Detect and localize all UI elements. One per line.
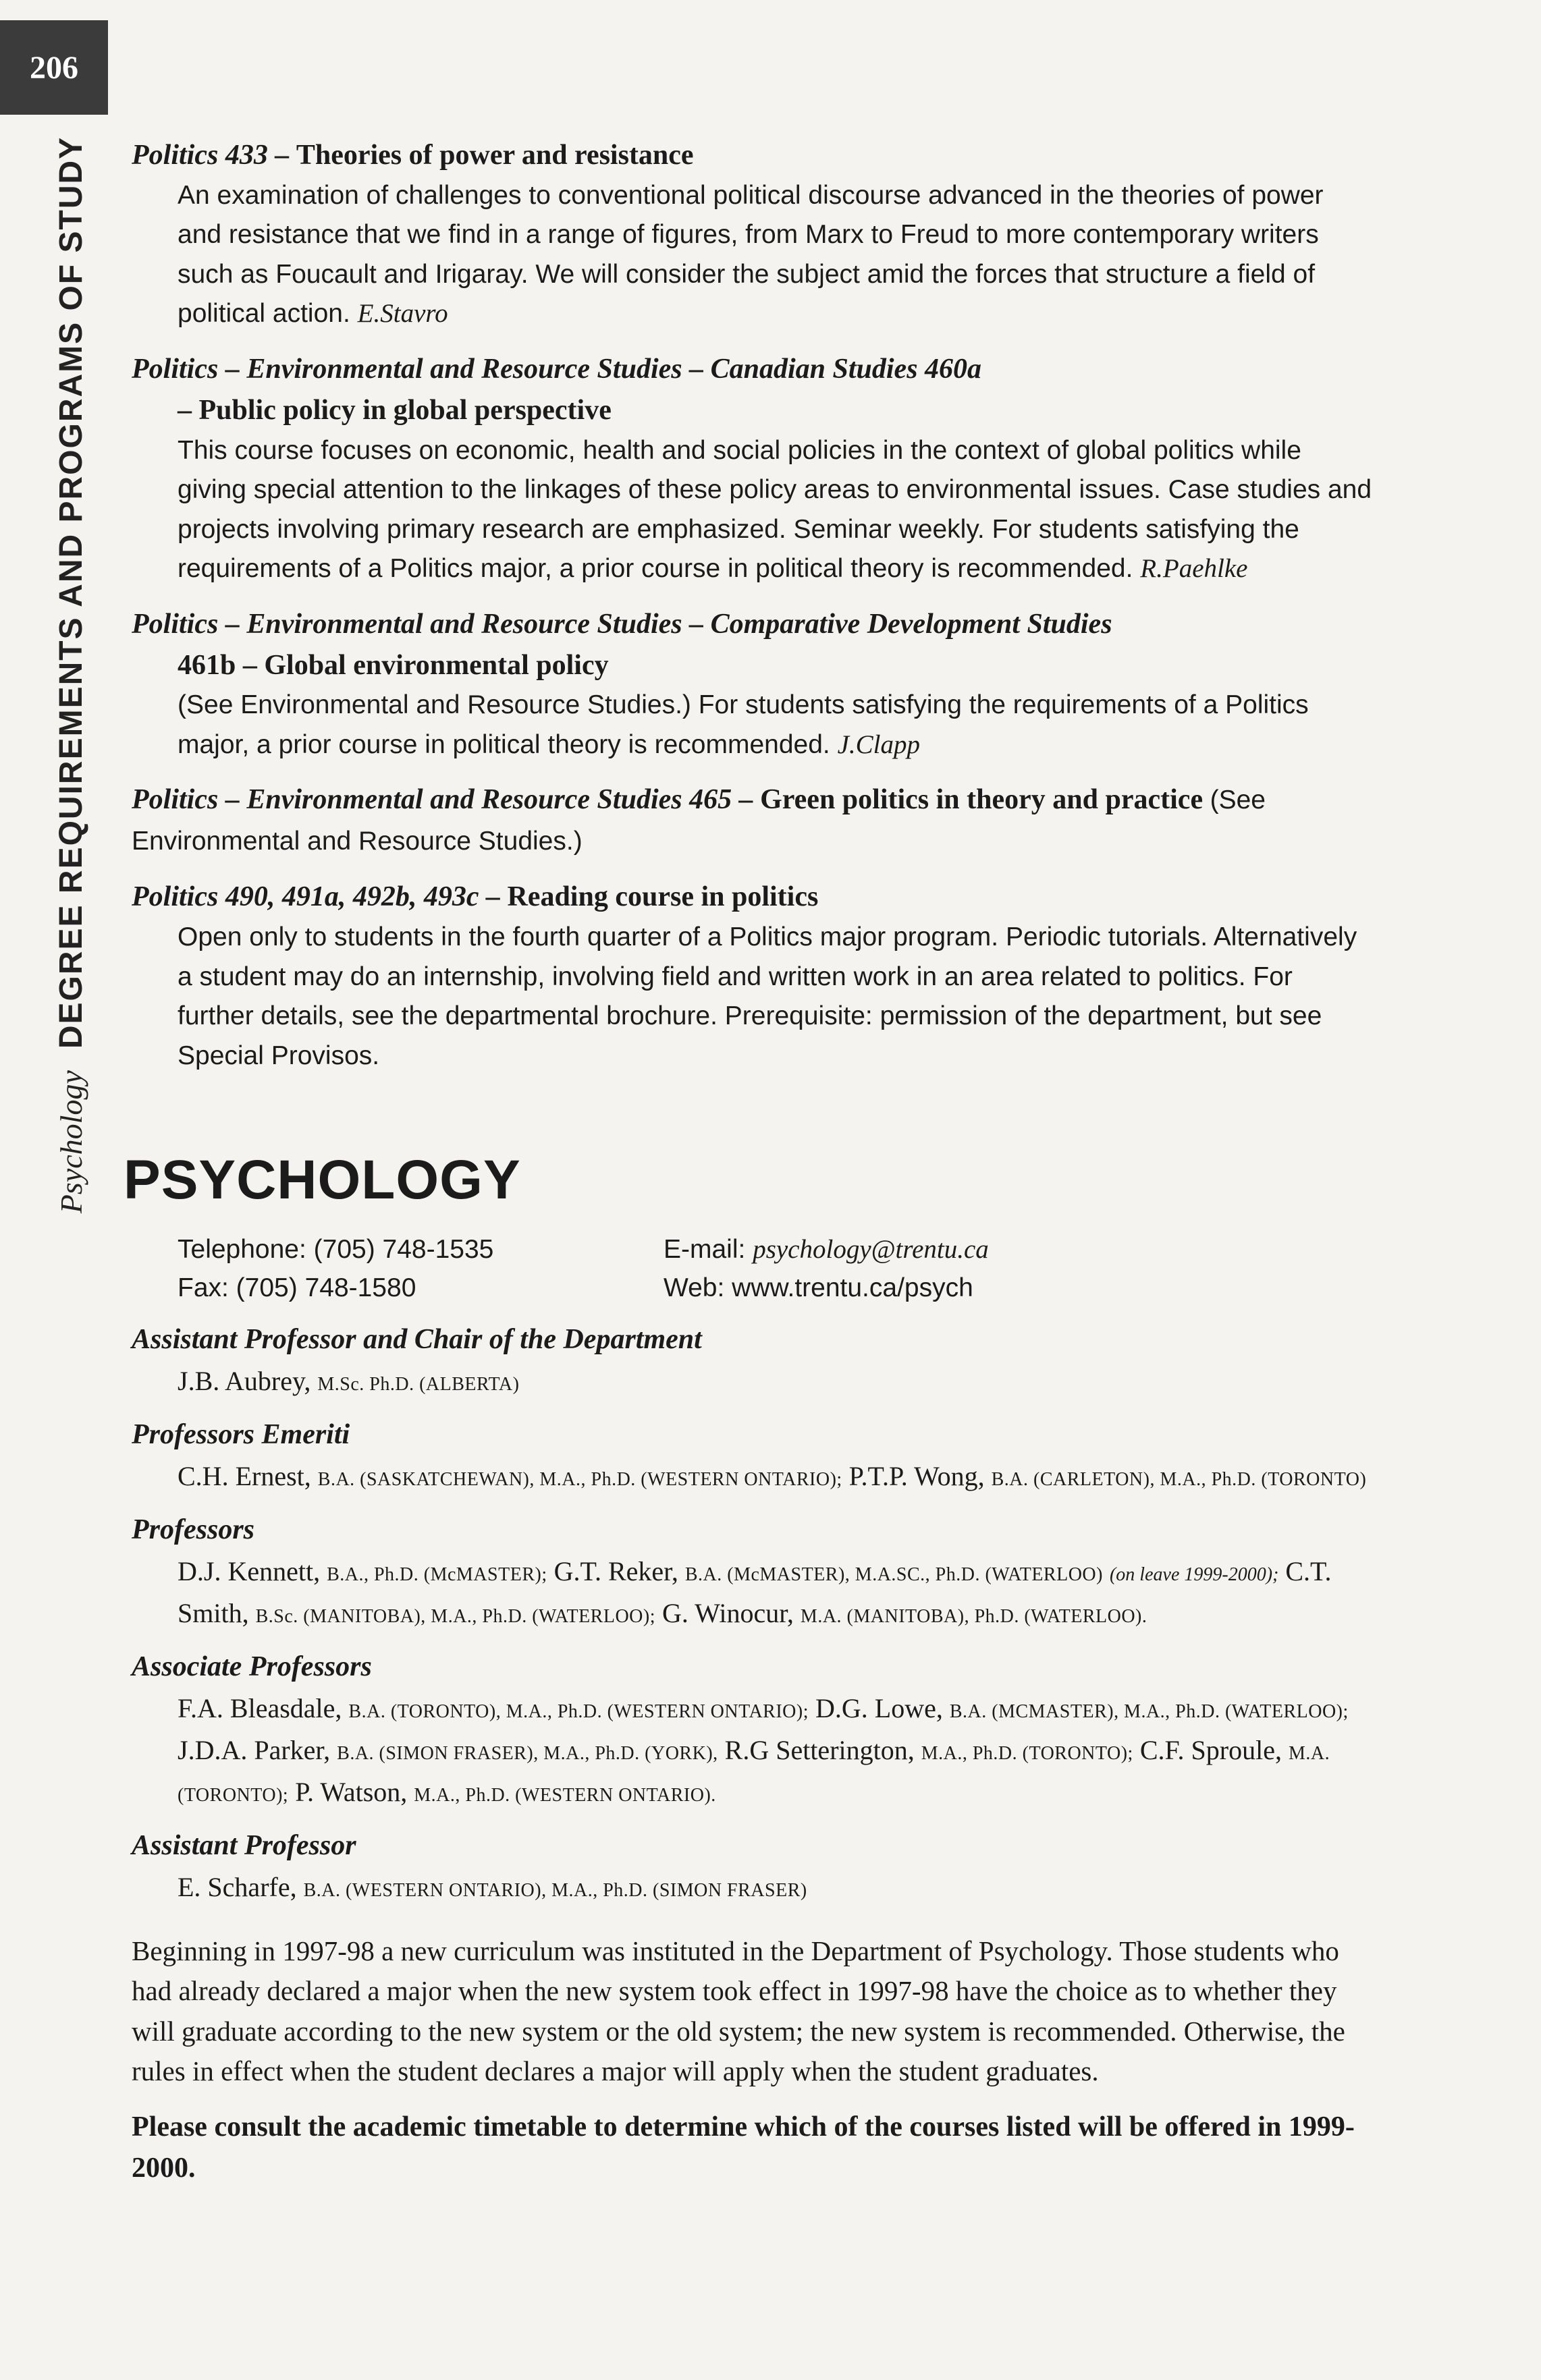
course-heading: [132, 135, 1374, 176]
course-instructor: J.Clapp: [837, 729, 921, 759]
faculty-credentials: B.A. (MCMASTER), M.A., Ph.D. (WATERLOO);: [949, 1700, 1349, 1722]
faculty-associate: [132, 1646, 1374, 1813]
page-content: [124, 135, 1374, 2188]
email: [664, 1231, 1271, 1269]
course-code: Politics – Environmental and Resource Studies 465 –: [132, 784, 753, 816]
department-contact: [132, 1231, 1374, 1307]
faculty-name: G. Winocur,: [662, 1598, 794, 1629]
course-description: [132, 176, 1374, 334]
course-title: Reading course in politics: [507, 881, 819, 913]
course-instructor: R.Paehlke: [1140, 554, 1248, 584]
course-title: Green politics in theory and practice: [760, 784, 1204, 816]
faculty-assistant: [132, 1825, 1374, 1908]
course-description-text: This course focuses on economic, health and social policies in the context of global politics while giving special attention to the linkages of these policy areas to environmental issues. Case studies and projects involving primary research are emphasized. Seminar weekly. For students satisfying the requirements of a Politics major, a prior course in political theory is recommended.: [178, 435, 1372, 584]
faculty-names: [132, 1456, 1374, 1497]
course-description: [132, 686, 1374, 765]
course-entry: [132, 135, 1374, 334]
course-title: – Public policy in global perspective: [178, 394, 612, 426]
faculty-name: J.B. Aubrey,: [178, 1366, 311, 1397]
faculty-credentials: M.A. (TORONTO);: [178, 1742, 1330, 1806]
faculty-role: Professors Emeriti: [132, 1419, 350, 1451]
faculty-name: E. Scharfe,: [178, 1871, 297, 1902]
course-heading: [132, 604, 1374, 686]
course-instructor: E.Stavro: [357, 299, 448, 329]
faculty-credentials: M.Sc. Ph.D. (ALBERTA): [317, 1374, 520, 1395]
faculty-name: J.D.A. Parker,: [178, 1734, 331, 1765]
faculty-name: P. Watson,: [295, 1776, 408, 1807]
course-entry: [132, 349, 1374, 589]
faculty-role: Assistant Professor and Chair of the Department: [132, 1324, 702, 1356]
fax: Fax: (705) 748-1580: [178, 1273, 416, 1302]
faculty-name: C.H. Ernest,: [178, 1461, 311, 1492]
timetable-notice: Please consult the academic timetable to determine which of the courses listed will be offered in 1999-2000.: [132, 2111, 1355, 2184]
course-description-text: (See Environmental and Resource Studies.) For students satisfying the requirements of a Politics major, a prior course in political theory is recommended.: [178, 690, 1309, 759]
curriculum-note: Beginning in 1997-98 a new curriculum was instituted in the Department of Psychology. Those students who had already declared a major when the new system took effect in 1997-98 have the choice as to whether they will graduate according to the new system or the old system; the new system is recommended. Otherwise, the rules in effect when the student declares a major will apply when the student graduates.: [132, 1935, 1345, 2087]
faculty-name: R.G Setterington,: [724, 1734, 915, 1765]
course-title: Theories of power and resistance: [296, 140, 694, 171]
course-heading: [132, 349, 1374, 431]
faculty-name: D.G. Lowe,: [815, 1692, 943, 1723]
faculty-name: D.J. Kennett,: [178, 1556, 321, 1587]
course-code: Politics – Environmental and Resource Studies – Comparative Development Studies: [132, 608, 1112, 640]
faculty-credentials: B.A. (TORONTO), M.A., Ph.D. (WESTERN ONTARIO);: [348, 1700, 809, 1722]
faculty-names: [132, 1551, 1374, 1634]
faculty-name: G.T. Reker,: [553, 1556, 678, 1587]
email-address: psychology@trentu.ca: [753, 1235, 989, 1265]
course-entry: [132, 877, 1374, 1076]
side-section-label: DEGREE REQUIREMENTS AND PROGRAMS OF STUDY: [53, 136, 89, 1049]
faculty-credentials: B.A., Ph.D. (McMASTER);: [327, 1564, 547, 1586]
department-title: PSYCHOLOGY: [124, 1149, 521, 1211]
faculty-credentials: B.A. (SIMON FRASER), M.A., Ph.D. (YORK),: [337, 1742, 718, 1764]
course-description-text: An examination of challenges to conventional political discourse advanced in the theories of power and resistance that we find in a range of figures, from Marx to Freud to more contemporary writers such as Foucault and Irigaray. We will consider the subject amid the forces that structure a field of political action.: [178, 180, 1324, 329]
side-banner: [34, 67, 108, 1282]
course-title: 461b – Global environmental policy: [178, 649, 609, 681]
faculty-name: F.A. Bleasdale,: [178, 1692, 342, 1723]
leave-note: (on leave 1999-2000);: [1109, 1564, 1279, 1586]
course-description: [132, 431, 1374, 589]
course-code: Politics 433 –: [132, 140, 290, 171]
faculty-names: [132, 1866, 1374, 1908]
faculty-name: C.T. Smith,: [178, 1556, 1332, 1629]
faculty-emeriti: [132, 1414, 1374, 1497]
faculty-role: Assistant Professor: [132, 1829, 356, 1861]
faculty-credentials: M.A., Ph.D. (WESTERN ONTARIO).: [414, 1784, 716, 1806]
email-label: E-mail:: [664, 1235, 746, 1265]
course-entry: [132, 779, 1374, 862]
faculty-chair: [132, 1319, 1374, 1402]
faculty-credentials: B.A. (CARLETON), M.A., Ph.D. (TORONTO): [991, 1469, 1367, 1491]
faculty-names: [132, 1688, 1374, 1813]
web: Web: www.trentu.ca/psych: [664, 1273, 973, 1302]
faculty-name: C.F. Sproule,: [1139, 1734, 1282, 1765]
course-entry: [132, 604, 1374, 765]
course-heading: [132, 779, 1374, 862]
faculty-professors: [132, 1510, 1374, 1634]
telephone: Telephone: (705) 748-1535: [178, 1235, 494, 1265]
faculty-role: Associate Professors: [132, 1651, 372, 1683]
faculty-role: Professors: [132, 1514, 255, 1546]
course-code: Politics – Environmental and Resource Studies – Canadian Studies 460a: [132, 353, 982, 385]
faculty-credentials: B.Sc. (MANITOBA), M.A., Ph.D. (WATERLOO);: [255, 1606, 656, 1628]
side-department-label: Psychology: [53, 1070, 88, 1214]
course-description: [132, 918, 1374, 1076]
faculty-credentials: M.A. (MANITOBA), Ph.D. (WATERLOO).: [800, 1606, 1147, 1628]
faculty-name: P.T.P. Wong,: [848, 1461, 985, 1492]
course-description-text: (See Environmental and Resource Studies.): [132, 785, 1266, 856]
course-description-text: Open only to students in the fourth quarter of a Politics major program. Periodic tutorials. Alternatively a student may do an internship, involving field and written work in an area related to politics. For further details, see the departmental brochure. Prerequisite: permission of the department, but see Special Provisos.: [178, 922, 1357, 1070]
page-number: 206: [0, 20, 108, 115]
faculty-names: [132, 1360, 1374, 1402]
course-heading: [132, 877, 1374, 918]
faculty-credentials: B.A. (SASKATCHEWAN), M.A., Ph.D. (WESTERN ONTARIO);: [317, 1469, 842, 1491]
faculty-credentials: B.A. (WESTERN ONTARIO), M.A., Ph.D. (SIMON FRASER): [303, 1879, 807, 1901]
course-code: Politics 490, 491a, 492b, 493c –: [132, 881, 500, 913]
faculty-credentials: B.A. (McMASTER), M.A.SC., Ph.D. (WATERLOO): [684, 1564, 1103, 1586]
faculty-credentials: M.A., Ph.D. (TORONTO);: [921, 1742, 1133, 1764]
